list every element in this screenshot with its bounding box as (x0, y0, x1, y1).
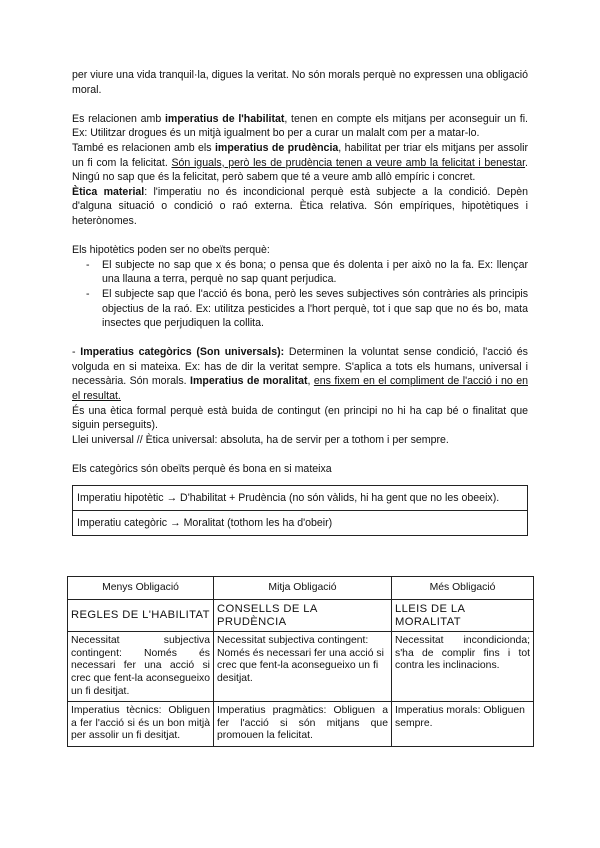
header-menys: Menys Obligació (68, 577, 214, 600)
table-row (68, 702, 534, 747)
table-cell: Necessitat incondicionda; s'ha de complir fins i tot contra les inclinacions. (392, 632, 534, 702)
table-row (68, 600, 534, 632)
summary-box (72, 485, 528, 536)
table-cell: Imperatius tècnics: Obliguen a fer l'acció si és un bon mitjà per assolir un fi desitjat. (68, 702, 214, 747)
title-consells: CONSELLS DE LA PRUDÈNCIA (214, 600, 392, 632)
table-cell: Imperatius morals: Obliguen sempre. (392, 702, 534, 747)
table-row (68, 632, 534, 702)
paragraph-prudencia: També es relacionen amb els imperatius de prudència, habilitat per triar els mitjans per assolir un fi com la felicitat. Són iguals, però les de prudència tenen a veure amb la felicitat i benestar. Ningú no sap que és la felicitat, però sabem que té a veure amb allò empíric i concret. (72, 141, 529, 184)
paragraph-hipotetics: Els hipotètics poden ser no obeïts perquè: (72, 244, 270, 257)
paragraph-categorics: - Imperatius categòrics (Son universals): Determinen la voluntat sense condició, l'acció és volguda en si mateixa. Ex: has de dir la veritat sempre. S'aplica a tots els humans, universal i necessària. Són morals. Imperatius de moralitat, ens fixem en el compliment de l'acció i no en el resultat. (72, 346, 528, 403)
paragraph-intro: per viure una vida tranquil·la, digues la veritat. No són morals perquè no expressen una obligació moral. (72, 69, 528, 96)
list-item: - El subjecte no sap que x és bona; o pensa que és dolenta i per això no la fa. Ex: llençar una llauna a terra, perquè no sap quant perjudica. (102, 258, 528, 287)
paragraph-llei-universal: Llei universal // Ètica universal: absoluta, ha de servir per a tothom i per sempre. (72, 433, 449, 446)
summary-categoric: Imperatiu categòric → Moralitat (tothom les ha d'obeir) (73, 510, 527, 535)
title-regles: REGLES DE L'HABILITAT (68, 600, 214, 632)
table-cell: Necessitat subjectiva contingent: Només és necessari fer una acció si crec que fent-la aconsegueixo un fi desitjat. (68, 632, 214, 702)
obligation-table (67, 576, 534, 747)
paragraph-habilitat: Es relacionen amb imperatius de l'habilitat, tenen en compte els mitjans per aconseguir un fi. Ex: Utilitzar drogues és un mitjà igualment bo per a curar un malalt com per a matar-lo. (72, 112, 528, 140)
header-mes: Més Obligació (392, 577, 534, 600)
paragraph-obeits: Els categòrics són obeïts perquè és bona en si mateixa (72, 463, 332, 476)
table-row (68, 577, 534, 600)
paragraph-etica-material: Ètica material: l'imperatiu no és incondicional perquè està subjecte a la condició. Depèn d'alguna situació o condició o raó externa. Ètica relativa. Són empíriques, hipotètiques i heterònomes. (72, 185, 528, 227)
reasons-list (72, 258, 528, 331)
list-item: - El subjecte sap que l'acció és bona, però les seves subjectives són contràries als principis objectius de la raó. Ex: utilitza pesticides a l'hort perquè, tot i que sap que no és bo, mata insectes que perjudiquen la collita. (102, 287, 528, 331)
document-body (72, 68, 528, 536)
summary-hipotetic: Imperatiu hipotètic → D'habilitat + Prudència (no són vàlids, hi ha gent que no les obeeix). (77, 491, 500, 504)
table-cell: Imperatius pragmàtics: Obliguen a fer l'acció si són mitjans que promouen la felicitat. (214, 702, 392, 747)
title-lleis: LLEIS DE LA MORALITAT (392, 600, 534, 632)
paragraph-etica-formal: És una ètica formal perquè està buida de contingut (en principi no hi ha cap bé o finalitat que siguin perseguits). (72, 404, 528, 432)
table-cell: Necessitat subjectiva contingent: Només és necessari fer una acció si crec que fent-la aconsegueixo un fi desitjat. (214, 632, 392, 702)
header-mitja: Mitja Obligació (214, 577, 392, 600)
